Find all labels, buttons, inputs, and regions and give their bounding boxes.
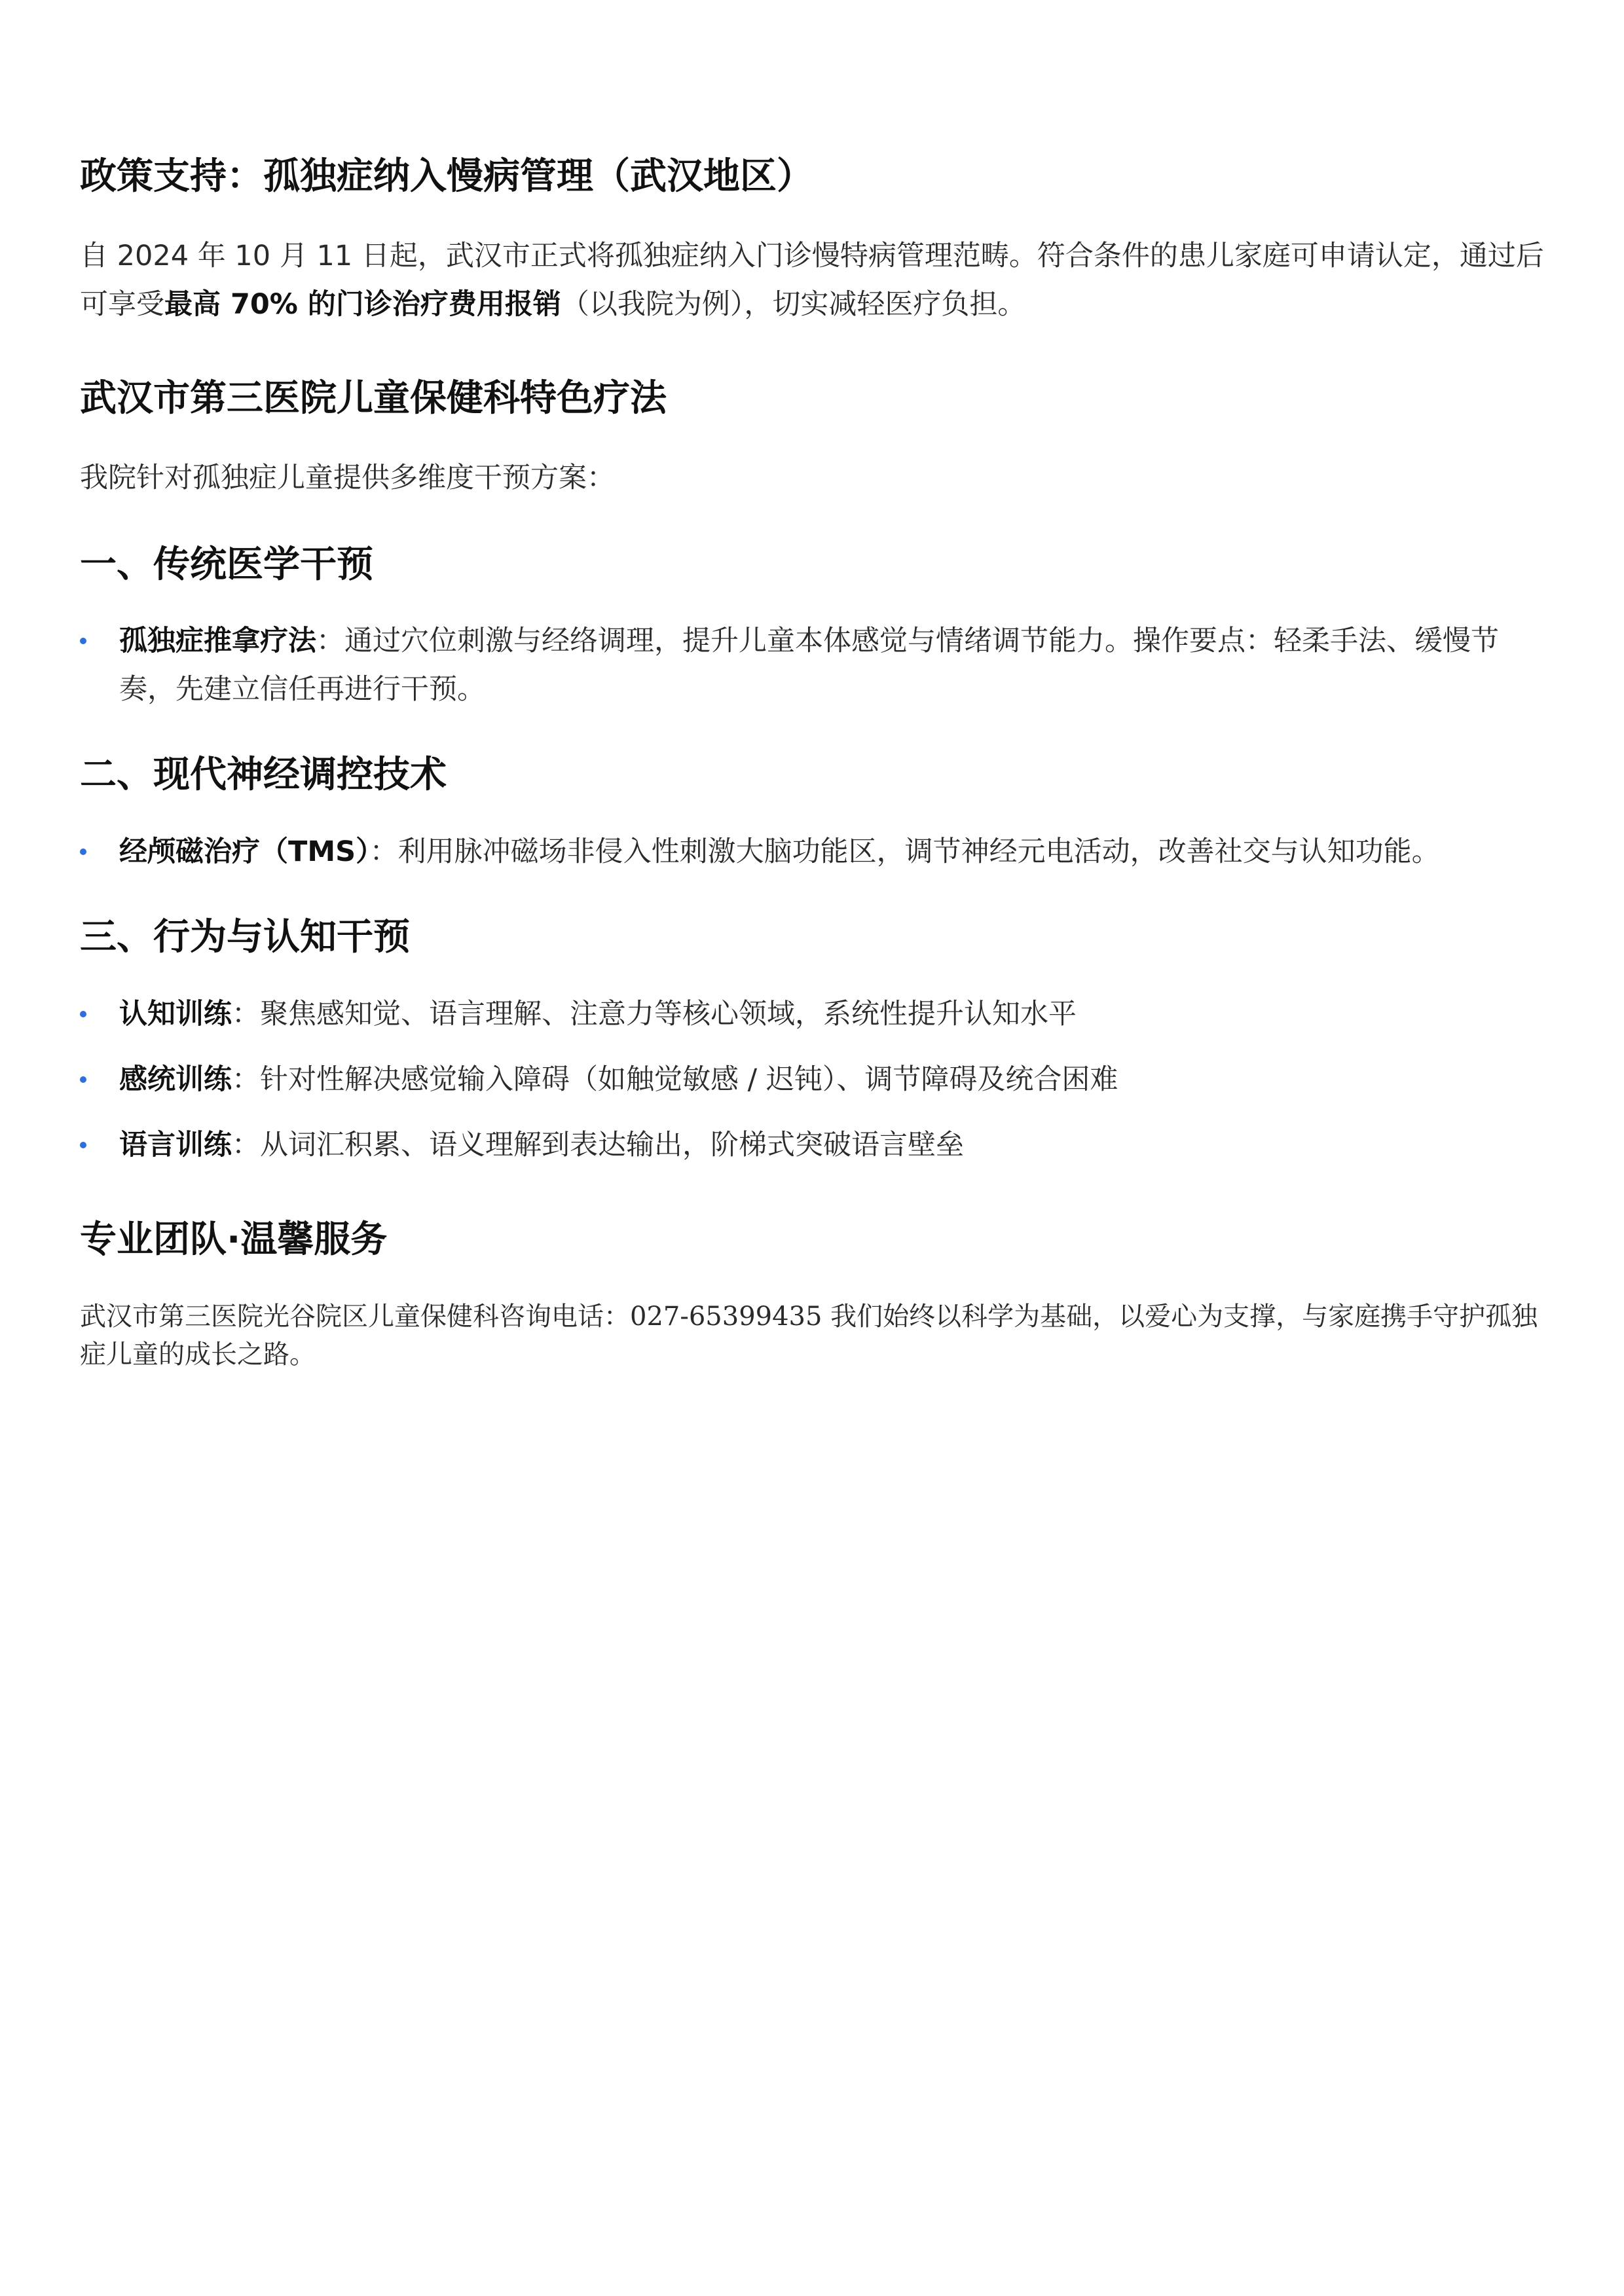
list-item-text: ：聚焦感知觉、语言理解、注意力等核心领域，系统性提升认知水平: [232, 998, 1077, 1030]
bullet-icon: [80, 1076, 86, 1083]
list-item-label: 认知训练: [119, 998, 232, 1030]
bullet-icon: [80, 1142, 86, 1148]
list-item-label: 孤独症推拿疗法: [119, 625, 316, 657]
tcm-heading: 一、传统医学干预: [80, 543, 373, 586]
neuro-heading: 二、现代神经调控技术: [80, 754, 447, 796]
contact-paragraph: 武汉市第三医院光谷院区儿童保健科咨询电话：027-65399435 我们始终以科学为基础，以爱心为支撑，与家庭携手守护孤独症儿童的成长之路。: [80, 1302, 1538, 1370]
list-item-content: [119, 990, 1547, 1038]
bullet-icon: [80, 1011, 86, 1017]
list-item: [80, 1055, 1547, 1104]
list-item-label: 感统训练: [119, 1063, 232, 1096]
policy-paragraph-part1: 自 2024 年 10 月 11 日起，武汉市正式将孤独症纳入门诊慢特病管理范畴。符合条件的患儿家庭可申请认定，: [80, 240, 1460, 272]
therapy-intro: 我院针对孤独症儿童提供多维度干预方案：: [80, 462, 615, 494]
list-item-label: 语言训练: [119, 1129, 232, 1161]
policy-paragraph-suffix: （以我院为例），切实减轻医疗负担。: [561, 288, 1026, 321]
list-item: [80, 617, 1547, 714]
bullet-icon: [80, 848, 86, 855]
list-item-content: [119, 617, 1547, 714]
policy-heading: 政策支持：孤独症纳入慢病管理（武汉地区）: [80, 155, 813, 198]
list-item-text: ：利用脉冲磁场非侵入性刺激大脑功能区，调节神经元电活动，改善社交与认知功能。: [369, 835, 1440, 868]
list-item-label: 经颅磁治疗（TMS）: [119, 835, 370, 868]
bullet-icon: [80, 638, 86, 644]
list-item-text: ：针对性解决感觉输入障碍（如触觉敏感 / 迟钝）、调节障碍及统合困难: [232, 1063, 1118, 1096]
therapy-heading: 武汉市第三医院儿童保健科特色疗法: [80, 377, 667, 420]
behavior-heading: 三、行为与认知干预: [80, 916, 410, 958]
team-heading: 专业团队·温馨服务: [80, 1218, 388, 1261]
policy-paragraph-highlight: 最高 70% 的门诊治疗费用报销: [164, 288, 561, 321]
policy-paragraph-prefix: 通过后可享受: [80, 240, 1544, 321]
list-item: [80, 828, 1547, 876]
list-item: [80, 1121, 1547, 1169]
list-item-text: ：通过穴位刺激与经络调理，提升儿童本体感觉与情绪调节能力。操作要点：轻柔手法、缓慢节奏，先建立信任再进行干预。: [119, 625, 1499, 706]
list-item-content: [119, 1121, 1547, 1169]
list-item-content: [119, 1055, 1547, 1104]
list-item: [80, 990, 1547, 1038]
policy-paragraph: [80, 232, 1547, 329]
list-item-content: [119, 828, 1547, 876]
list-item-text: ：从词汇积累、语义理解到表达输出，阶梯式突破语言壁垒: [232, 1129, 964, 1161]
